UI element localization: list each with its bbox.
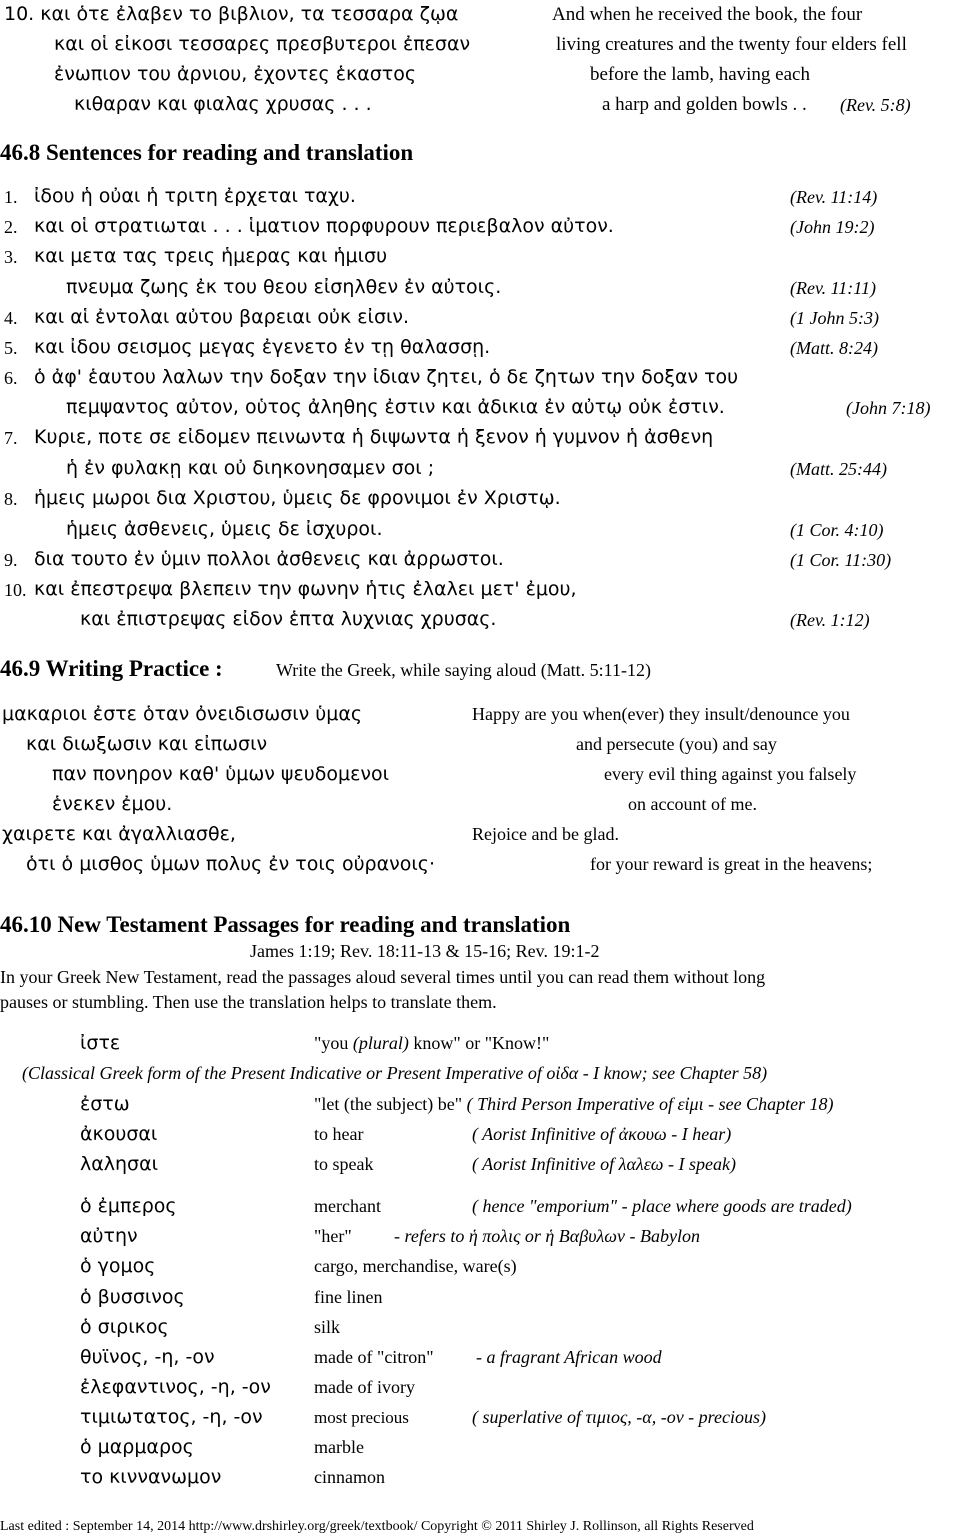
sentence-number: 8. (4, 489, 18, 509)
vocab-greek: ὁ ἐμπερος (80, 1195, 177, 1217)
sentence-number: 2. (4, 217, 18, 237)
rev-quote-english-line: And when he received the book, the four (552, 4, 863, 25)
section-46-9-heading: 46.9 Writing Practice : (0, 656, 223, 681)
sentence-number: 5. (4, 338, 18, 358)
rev-quote-english-line: living creatures and the twenty four elders fell (556, 34, 907, 55)
sentence-reference: (Rev. 1:12) (790, 610, 870, 630)
sentence-greek: ἡμεις μωροι δια Χριστου, ὑμεις δε φρονιμοι ἐν Χριστῳ. (34, 487, 561, 509)
vocab-gloss: "you (plural) know" or "Know!" (314, 1033, 550, 1053)
sentence-number: 3. (4, 247, 18, 267)
sentence-greek: δια τουτο ἐν ὑμιν πολλοι ἀσθενεις και ἀρρωστοι. (34, 548, 504, 570)
practice-greek: παν πονηρον καθ' ὑμων ψευδομενοι (52, 763, 389, 785)
sentence-reference: (Rev. 11:14) (790, 187, 878, 207)
rev-quote-greek-line: κιθαραν και φιαλας χρυσας . . . (74, 93, 372, 115)
sentence-greek: ἡμεις ἀσθενεις, ὑμεις δε ἰσχυροι. (66, 518, 383, 540)
practice-english: Happy are you when(ever) they insult/denounce you (472, 704, 850, 724)
vocab-gloss: cinnamon (314, 1467, 385, 1487)
practice-english: every evil thing against you falsely (604, 764, 857, 784)
sentence-greek: ἰδου ἡ οὐαι ἡ τριτη ἐρχεται ταχυ. (34, 185, 356, 207)
vocab-gloss: made of ivory (314, 1377, 415, 1397)
practice-greek: και διωξωσιν και εἰπωσιν (26, 733, 268, 755)
sentence-reference: (John 19:2) (790, 217, 875, 237)
vocab-greek: ἐστω (80, 1093, 130, 1115)
vocab-note: ( hence "emporium" - place where goods are traded) (472, 1196, 852, 1216)
sentence-reference: (1 Cor. 4:10) (790, 520, 884, 540)
vocab-gloss: most precious (314, 1408, 409, 1427)
sentence-reference: (Matt. 25:44) (790, 459, 887, 479)
sentence-greek: Κυριε, ποτε σε εἰδομεν πεινωντα ἡ διψωντα ἡ ξενον ἡ γυμνον ἡ ἀσθενη (34, 426, 714, 448)
practice-english: for your reward is great in the heavens; (590, 854, 873, 874)
vocab-greek: ἀκουσαι (80, 1123, 158, 1145)
practice-greek: χαιρετε και ἀγαλλιασθε, (2, 823, 236, 845)
sentence-greek: ἡ ἐν φυλακῃ και οὐ διηκονησαμεν σοι ; (66, 457, 435, 479)
vocab-gloss: "her" (314, 1226, 352, 1246)
vocab-gloss: "let (the subject) be" ( Third Person Imperative of εἰμι - see Chapter 18) (314, 1094, 834, 1114)
vocab-note: ( superlative of τιμιος, -α, -ον - precious) (472, 1407, 766, 1427)
vocab-greek: θυϊνος, -η, -ον (80, 1346, 215, 1368)
sentence-greek: και αἱ ἐντολαι αὐτου βαρειαι οὐκ εἰσιν. (34, 306, 410, 328)
sentence-greek: και ἐπιστρεψας εἰδον ἑπτα λυχνιας χρυσας. (80, 608, 497, 630)
sentence-reference: (1 Cor. 11:30) (790, 550, 892, 570)
vocab-gloss: to hear (314, 1124, 364, 1144)
vocab-greek: ἰστε (80, 1032, 121, 1054)
vocab-note: - a fragrant African wood (476, 1347, 662, 1367)
vocab-greek: ὁ σιρικος (80, 1316, 169, 1338)
rev-quote-greek-line: και οἱ εἰκοσι τεσσαρες πρεσβυτεροι ἐπεσαν (54, 33, 471, 55)
sentence-reference: (John 7:18) (846, 398, 931, 418)
practice-english: and persecute (you) and say (576, 734, 777, 754)
page-footer: Last edited : September 14, 2014 http://www.drshirley.org/greek/textbook/ Copyright © 2011 Shirley J. Rollinson, all Rights Reserved (0, 1519, 754, 1534)
section-46-10-heading: 46.10 New Testament Passages for reading and translation (0, 912, 571, 937)
vocab-gloss: to speak (314, 1154, 374, 1174)
vocab-greek: το κιννανωμον (80, 1466, 222, 1488)
sentence-greek: και οἱ στρατιωται . . . ἱματιον πορφυρουν περιεβαλον αὐτον. (34, 215, 614, 237)
section-46-9-subtitle: Write the Greek, while saying aloud (Matt. 5:11-12) (276, 660, 652, 680)
sentence-number: 6. (4, 368, 18, 388)
vocab-greek: ἐλεφαντινος, -η, -ον (80, 1376, 271, 1398)
vocab-gloss: made of "citron" (314, 1347, 434, 1367)
sentence-greek: και ἰδου σεισμος μεγας ἐγενετο ἐν τῃ θαλασσῃ. (34, 336, 491, 358)
practice-greek: μακαριοι ἐστε ὁταν ὀνειδισωσιν ὑμας (2, 703, 363, 725)
vocab-greek: λαλησαι (80, 1153, 159, 1175)
sentence-greek: πνευμα ζωης ἐκ του θεου εἰσηλθεν ἐν αὐτοις. (66, 276, 502, 298)
sentence-reference: (Matt. 8:24) (790, 338, 878, 358)
rev-quote-reference: (Rev. 5:8) (840, 95, 911, 115)
sentence-greek: και μετα τας τρεις ἡμερας και ἡμισυ (34, 245, 388, 267)
vocab-gloss: fine linen (314, 1287, 383, 1307)
sentence-number: 9. (4, 550, 18, 570)
vocab-greek: τιμιωτατος, -η, -ον (80, 1406, 263, 1428)
rev-quote-greek-line: 10. και ὁτε ἐλαβεν το βιβλιον, τα τεσσαρα ζῳα (4, 3, 459, 25)
vocab-greek: ὁ γομος (80, 1255, 156, 1277)
vocab-gloss: merchant (314, 1196, 381, 1216)
rev-quote-greek-line: ἐνωπιον του ἀρνιου, ἐχοντες ἑκαστος (54, 63, 416, 85)
sentence-reference: (Rev. 11:11) (790, 278, 876, 298)
practice-greek: ἑνεκεν ἐμου. (52, 793, 173, 815)
vocab-greek: ὁ βυσσινος (80, 1286, 185, 1308)
section-46-8-heading: 46.8 Sentences for reading and translation (0, 140, 414, 165)
instructions-line: pauses or stumbling. Then use the translation helps to translate them. (0, 992, 497, 1012)
sentence-greek: και ἐπεστρεψα βλεπειν την φωνην ἡτις ἐλαλει μετ' ἐμου, (34, 578, 577, 600)
instructions-line: In your Greek New Testament, read the passages aloud several times until you can read them without long (0, 967, 766, 987)
sentence-number: 4. (4, 308, 18, 328)
practice-english: on account of me. (628, 794, 757, 814)
sentence-greek: πεμψαντος αὐτον, οὑτος ἀληθης ἐστιν και ἀδικια ἐν αὐτῳ οὐκ ἐστιν. (66, 396, 725, 418)
vocab-note: ( Aorist Infinitive of λαλεω - I speak) (472, 1154, 736, 1174)
practice-greek: ὁτι ὁ μισθος ὑμων πολυς ἐν τοις οὐρανοις· (26, 853, 436, 875)
sentence-number: 10. (4, 580, 27, 600)
vocab-note: ( Aorist Infinitive of ἀκουω - I hear) (472, 1124, 732, 1144)
practice-english: Rejoice and be glad. (472, 824, 619, 844)
vocab-gloss: silk (314, 1317, 341, 1337)
sentence-number: 1. (4, 187, 18, 207)
vocab-note: - refers to ἡ πολις or ἡ Βαβυλων - Babylon (394, 1226, 700, 1246)
vocab-gloss: marble (314, 1437, 364, 1457)
classical-note: (Classical Greek form of the Present Indicative or Present Imperative of οἰδα - I know; see Chapter 58) (22, 1063, 768, 1083)
vocab-gloss: cargo, merchandise, ware(s) (314, 1256, 517, 1276)
rev-quote-english-line: before the lamb, having each (590, 64, 810, 85)
vocab-greek: αὐτην (80, 1225, 138, 1247)
sentence-reference: (1 John 5:3) (790, 308, 879, 328)
sentence-number: 7. (4, 428, 18, 448)
vocab-greek: ὁ μαρμαρος (80, 1436, 194, 1458)
passage-references: James 1:19; Rev. 18:11-13 & 15-16; Rev. 19:1-2 (250, 941, 600, 961)
sentence-greek: ὁ ἀφ' ἑαυτου λαλων την δοξαν την ἰδιαν ζητει, ὁ δε ζητων την δοξαν του (34, 366, 739, 388)
rev-quote-english-line: a harp and golden bowls . . (602, 94, 807, 115)
